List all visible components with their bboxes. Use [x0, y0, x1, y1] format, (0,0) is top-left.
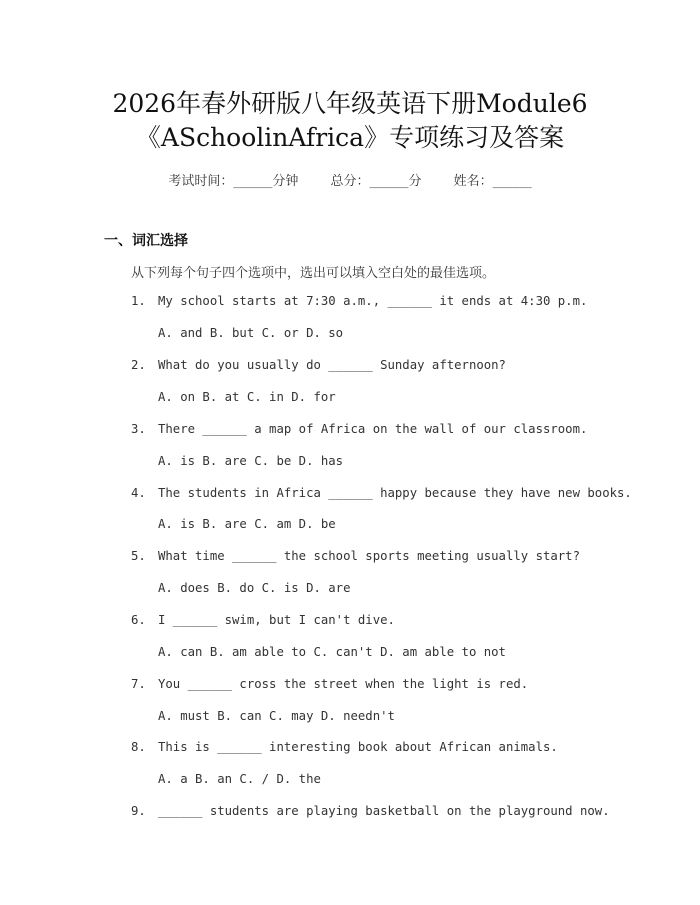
question-number: 9.	[131, 804, 146, 818]
question-options: A. is B. are C. be D. has	[158, 454, 344, 468]
question-text: I ______ swim, but I can't dive.	[158, 613, 395, 627]
question-text: You ______ cross the street when the light is red.	[158, 677, 529, 691]
exam-name-field: 姓名：______	[453, 174, 532, 189]
question-text: ______ students are playing basketball on the playground now.	[158, 804, 610, 818]
question-options: A. a B. an C. / D. the	[158, 772, 321, 786]
question-number: 8.	[131, 740, 146, 754]
question-options: A. and B. but C. or D. so	[158, 326, 344, 340]
question-text: There ______ a map of Africa on the wall of our classroom.	[158, 422, 588, 436]
question-text: This is ______ interesting book about African animals.	[158, 740, 558, 754]
question-number: 6.	[131, 613, 146, 627]
question-text: What time ______ the school sports meeting usually start?	[158, 549, 580, 563]
document-title-line1: 2026年春外研版八年级英语下册Module6	[112, 89, 588, 118]
section-instruction: 从下列每个句子四个选项中，选出可以填入空白处的最佳选项。	[131, 266, 496, 281]
exam-time: 考试时间：______分钟	[168, 174, 299, 189]
document-title-line2: 《ASchoolinAfrica》专项练习及答案	[135, 123, 565, 152]
question-options: A. must B. can C. may D. needn't	[158, 709, 395, 723]
question-number: 7.	[131, 677, 146, 691]
question-options: A. does B. do C. is D. are	[158, 581, 351, 595]
section-title: 一、词汇选择	[104, 233, 188, 249]
question-number: 3.	[131, 422, 146, 436]
question-number: 5.	[131, 549, 146, 563]
question-options: A. is B. are C. am D. be	[158, 517, 336, 531]
question-number: 2.	[131, 358, 146, 372]
question-options: A. on B. at C. in D. for	[158, 390, 336, 404]
exam-total-score: 总分：______分	[330, 174, 422, 189]
question-number: 1.	[131, 294, 146, 308]
question-text: What do you usually do ______ Sunday afternoon?	[158, 358, 506, 372]
question-text: The students in Africa ______ happy because they have new books.	[158, 486, 632, 500]
question-text: My school starts at 7:30 a.m., ______ it ends at 4:30 p.m.	[158, 294, 588, 308]
question-number: 4.	[131, 486, 146, 500]
exam-info	[0, 170, 700, 189]
question-options: A. can B. am able to C. can't D. am able to not	[158, 645, 506, 659]
